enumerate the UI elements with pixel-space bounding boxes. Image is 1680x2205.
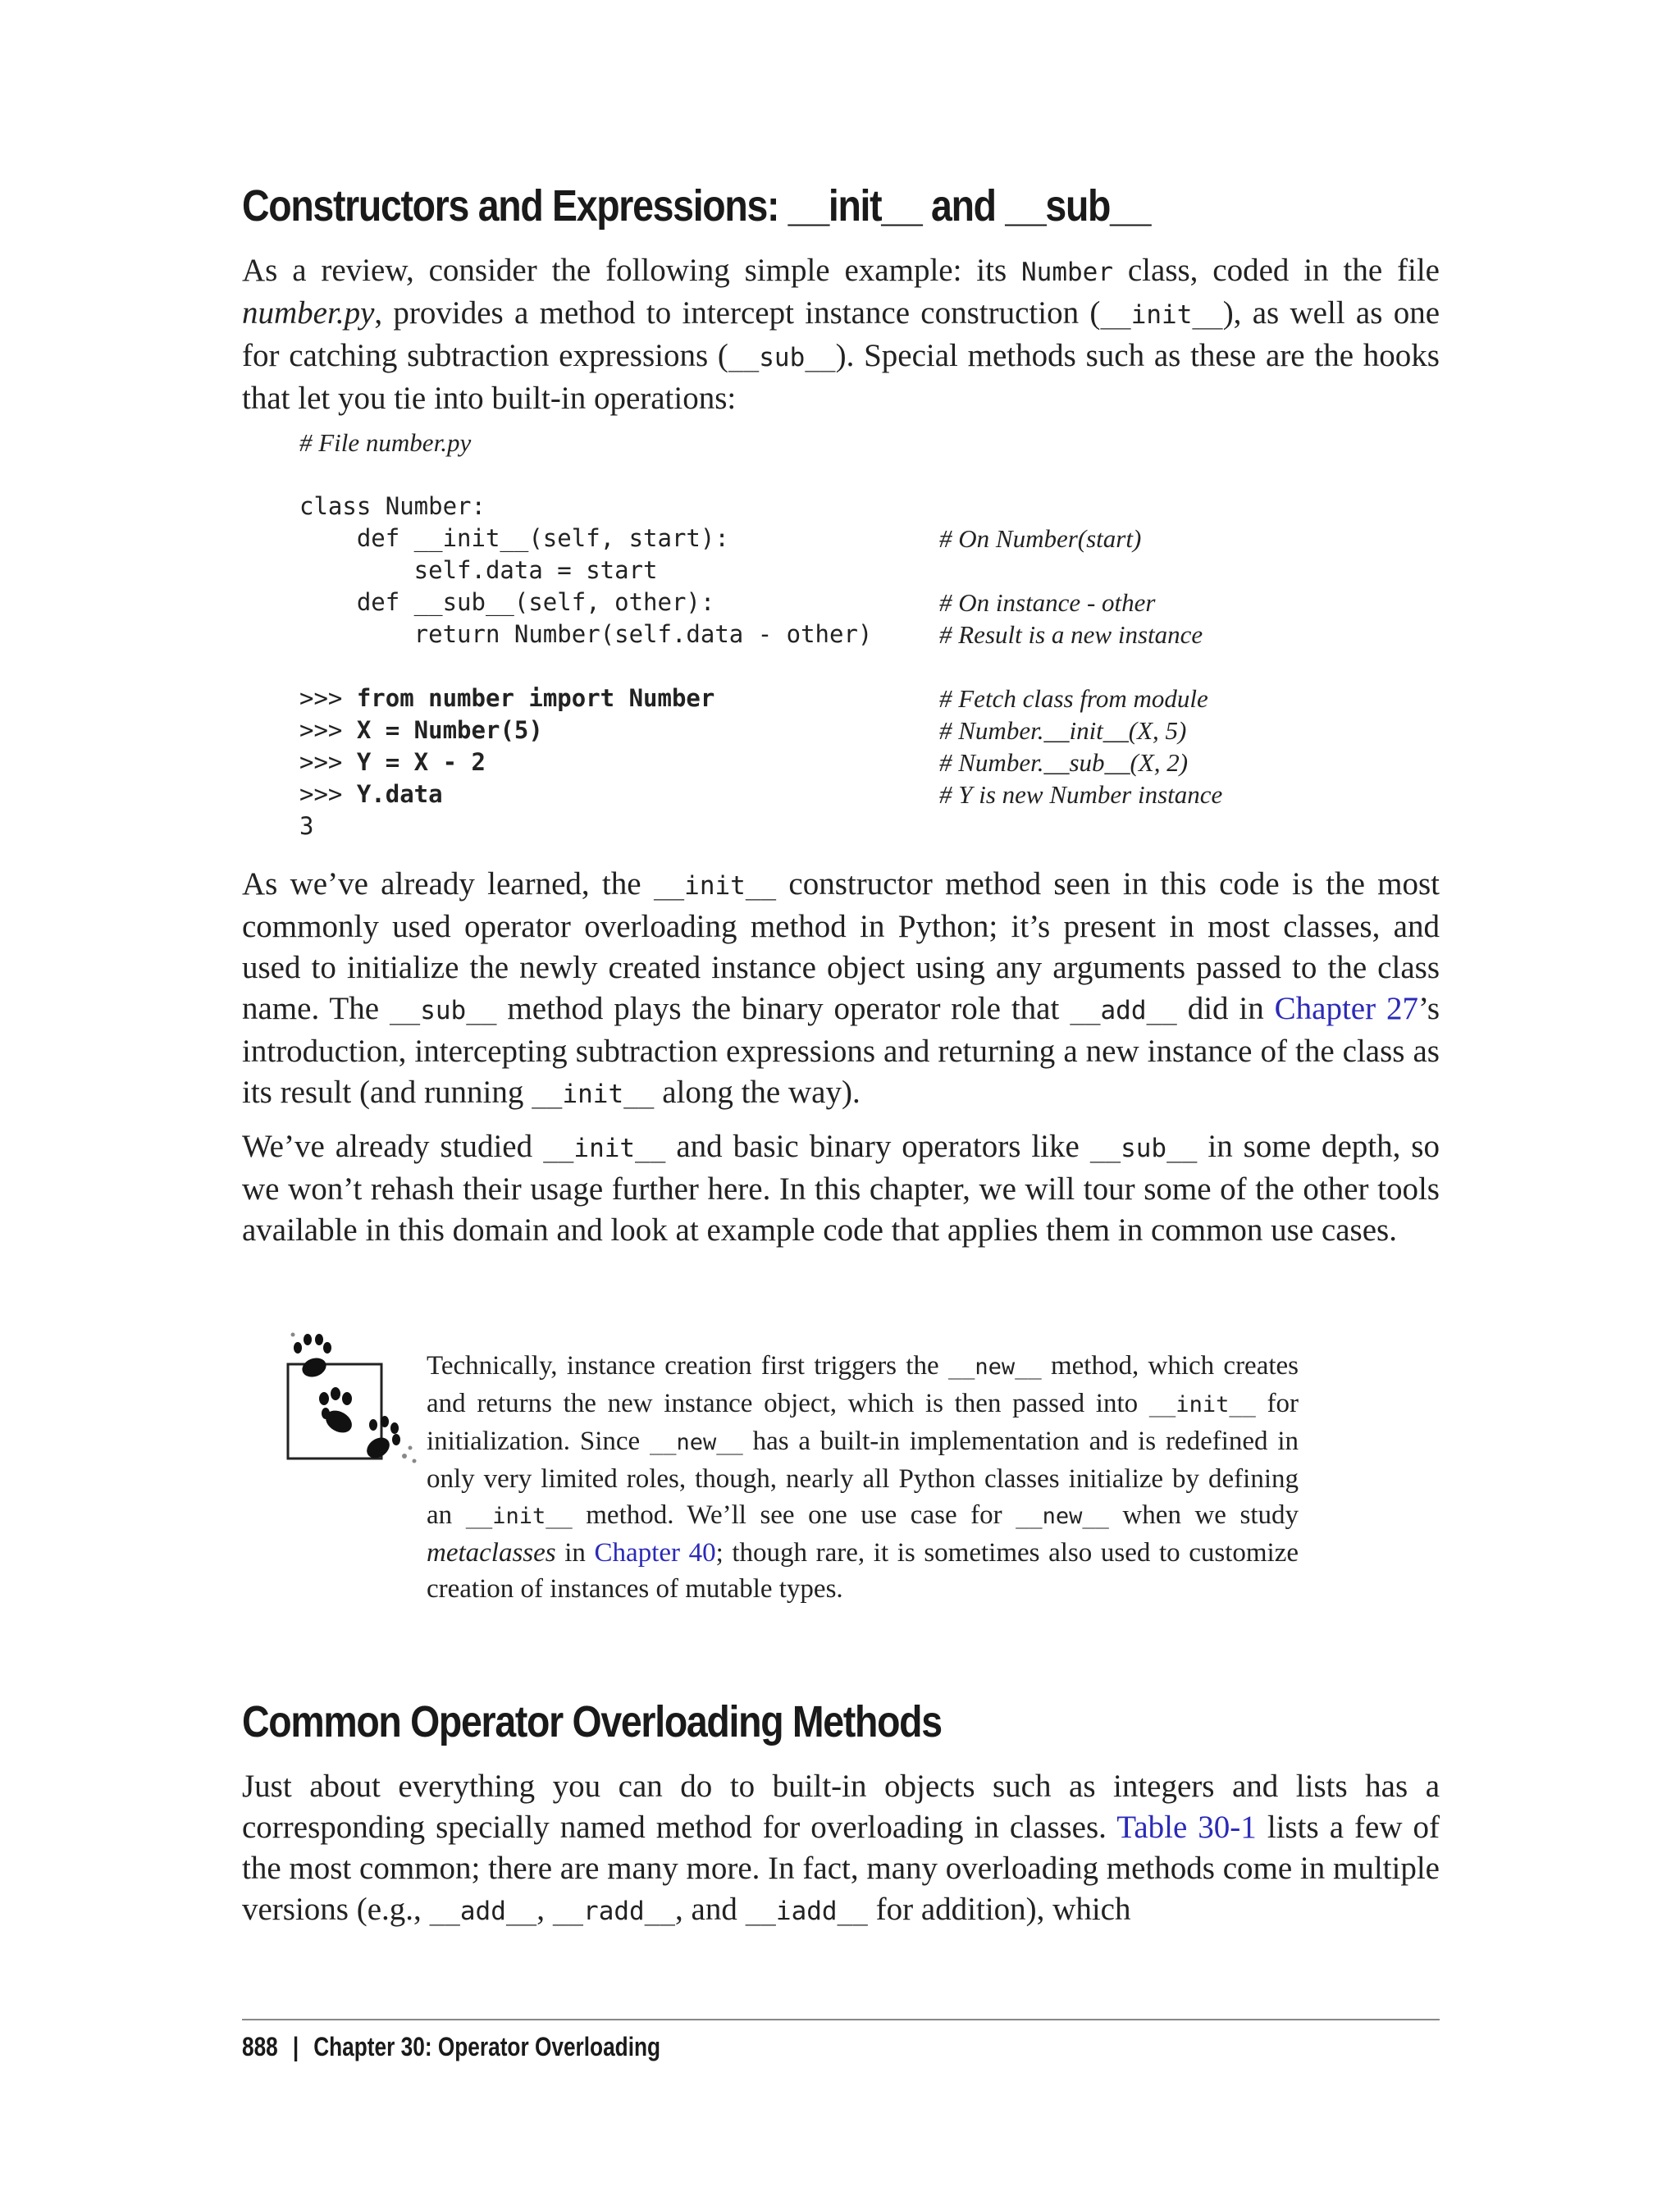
text: , and bbox=[675, 1892, 746, 1927]
code-comment: # On Number(start) bbox=[939, 524, 1142, 553]
inline-code: __add__ bbox=[1070, 996, 1177, 1025]
text: ’s introduction, intercepting subtraction expressions and returning a new instance of the class as its result (and running bbox=[242, 991, 1440, 1110]
chapter-27-link[interactable]: Chapter 27 bbox=[1274, 991, 1418, 1026]
code-line bbox=[299, 491, 1366, 523]
inline-code: __radd__ bbox=[552, 1897, 676, 1926]
text: method plays the binary operator role that bbox=[496, 991, 1071, 1026]
text: ), as well as one for catching subtraction expressions ( bbox=[242, 295, 1440, 373]
code-output: 3 bbox=[299, 812, 314, 840]
text: in bbox=[555, 1538, 595, 1568]
code-text: self.data = start bbox=[299, 556, 658, 584]
footer-divider bbox=[242, 2019, 1440, 2020]
paragraph-tour bbox=[242, 1126, 1440, 1251]
inline-code: __iadd__ bbox=[745, 1897, 868, 1926]
code-prompt: >>> bbox=[299, 716, 357, 744]
section-heading-common-methods: Common Operator Overloading Methods bbox=[242, 1697, 942, 1746]
paragraph-intro bbox=[242, 250, 1440, 419]
inline-code: __init__ bbox=[1148, 1392, 1256, 1418]
code-line bbox=[299, 459, 1366, 491]
text: Just about everything you can do to built-in objects such as integers and lists has a corresponding specially named method for overloading in classes. bbox=[242, 1769, 1440, 1845]
text: ). Special methods such as these are the hooks that let you tie into built-in operations: bbox=[242, 338, 1440, 416]
code-line bbox=[299, 746, 1366, 778]
code-comment: # Fetch class from module bbox=[939, 684, 1208, 713]
paragraph-init-explained bbox=[242, 864, 1440, 1115]
footer-separator: | bbox=[292, 2032, 299, 2061]
code-line bbox=[299, 682, 1366, 714]
paragraph-common-methods bbox=[242, 1766, 1440, 1932]
code-input: from number import Number bbox=[356, 684, 715, 712]
inline-code: __sub__ bbox=[1089, 1134, 1198, 1163]
code-input: X = Number(5) bbox=[356, 716, 543, 744]
inline-code: __init__ bbox=[1100, 300, 1223, 330]
inline-code: __new__ bbox=[947, 1354, 1042, 1380]
inline-code: __new__ bbox=[1016, 1504, 1109, 1529]
text: in some depth, so we won’t rehash their usage further here. In this chapter, we will tour some of the other tools available in this domain and look at example code that applies them in common use cases. bbox=[242, 1129, 1440, 1248]
text: has a built-in implementation and is redefined in only very limited roles, though, nearly all Python classes initialize by defining an bbox=[427, 1427, 1299, 1530]
inline-code: __init__ bbox=[653, 871, 777, 901]
code-example bbox=[299, 427, 1366, 842]
text: , bbox=[536, 1892, 553, 1927]
code-line bbox=[299, 555, 1366, 587]
text: Technically, instance creation first triggers the bbox=[427, 1351, 948, 1381]
code-text: return Number(self.data - other) bbox=[299, 620, 873, 648]
inline-code: __init__ bbox=[543, 1134, 666, 1163]
text: We’ve already studied bbox=[242, 1129, 544, 1164]
code-prompt: >>> bbox=[299, 748, 357, 776]
code-input: Y.data bbox=[356, 780, 443, 808]
code-comment: # Number.__sub__(X, 2) bbox=[939, 748, 1189, 777]
code-line bbox=[299, 587, 1366, 619]
inline-code: __sub__ bbox=[389, 996, 497, 1025]
code-line bbox=[299, 523, 1366, 555]
text: , provides a method to intercept instance construction ( bbox=[374, 295, 1101, 331]
inline-code: __add__ bbox=[429, 1897, 537, 1926]
emphasis-filename: number.py bbox=[242, 295, 375, 331]
inline-code: __init__ bbox=[465, 1504, 573, 1529]
text: for initialization. Since bbox=[427, 1389, 1299, 1456]
code-text: class Number: bbox=[299, 492, 486, 520]
text: class, coded in the file bbox=[1113, 253, 1440, 288]
text: and basic binary operators like bbox=[665, 1129, 1090, 1164]
code-prompt: >>> bbox=[299, 684, 357, 712]
code-comment: # Number.__init__(X, 5) bbox=[939, 716, 1187, 745]
section-heading-constructors: Constructors and Expressions: __init__ and __sub__ bbox=[242, 181, 1151, 231]
code-comment: # On instance - other bbox=[939, 588, 1156, 617]
code-line bbox=[299, 778, 1366, 810]
text: did in bbox=[1176, 991, 1275, 1026]
text: As we’ve already learned, the bbox=[242, 866, 654, 902]
code-comment: # Result is a new instance bbox=[939, 620, 1203, 649]
code-input: Y = X - 2 bbox=[356, 748, 486, 776]
code-prompt: >>> bbox=[299, 780, 357, 808]
code-comment: # Y is new Number instance bbox=[939, 780, 1223, 809]
text: method, which creates and returns the new instance object, which is then passed into bbox=[427, 1351, 1299, 1418]
text: constructor method seen in this code is the most commonly used operator overloading method in Python; it’s present in most classes, and used to initialize the newly created instance object using any arguments passed to the class name. The bbox=[242, 866, 1440, 1026]
technical-note bbox=[427, 1348, 1299, 1607]
inline-code: __init__ bbox=[532, 1080, 655, 1109]
page-number: 888 bbox=[242, 2032, 278, 2061]
page-footer bbox=[242, 2030, 660, 2063]
code-line bbox=[299, 714, 1366, 746]
text: ; though rare, it is sometimes also used to customize creation of instances of mutable types. bbox=[427, 1538, 1299, 1604]
code-text: def __init__(self, start): bbox=[299, 524, 729, 552]
inline-code: Number bbox=[1021, 258, 1113, 287]
emphasis-term: metaclasses bbox=[427, 1538, 556, 1568]
text: for addition), which bbox=[867, 1892, 1131, 1927]
text: lists a few of the most common; there are many more. In fact, many overloading methods come in multiple versions (e.g., bbox=[242, 1810, 1440, 1927]
inline-code: __new__ bbox=[649, 1430, 743, 1455]
code-line bbox=[299, 619, 1366, 651]
footer-chapter-title: Chapter 30: Operator Overloading bbox=[313, 2032, 661, 2061]
chapter-40-link[interactable]: Chapter 40 bbox=[594, 1538, 716, 1568]
paw-prints-note-icon bbox=[283, 1325, 422, 1468]
text: method. We’ll see one use case for bbox=[572, 1500, 1016, 1530]
code-line bbox=[299, 651, 1366, 682]
code-file-comment: # File number.py bbox=[299, 428, 472, 457]
table-30-1-link[interactable]: Table 30-1 bbox=[1116, 1810, 1257, 1845]
text: As a review, consider the following simple example: its bbox=[242, 253, 1022, 288]
inline-code: __sub__ bbox=[728, 343, 836, 372]
code-text: def __sub__(self, other): bbox=[299, 588, 715, 616]
text: when we study bbox=[1108, 1500, 1299, 1530]
text: along the way). bbox=[654, 1075, 861, 1110]
